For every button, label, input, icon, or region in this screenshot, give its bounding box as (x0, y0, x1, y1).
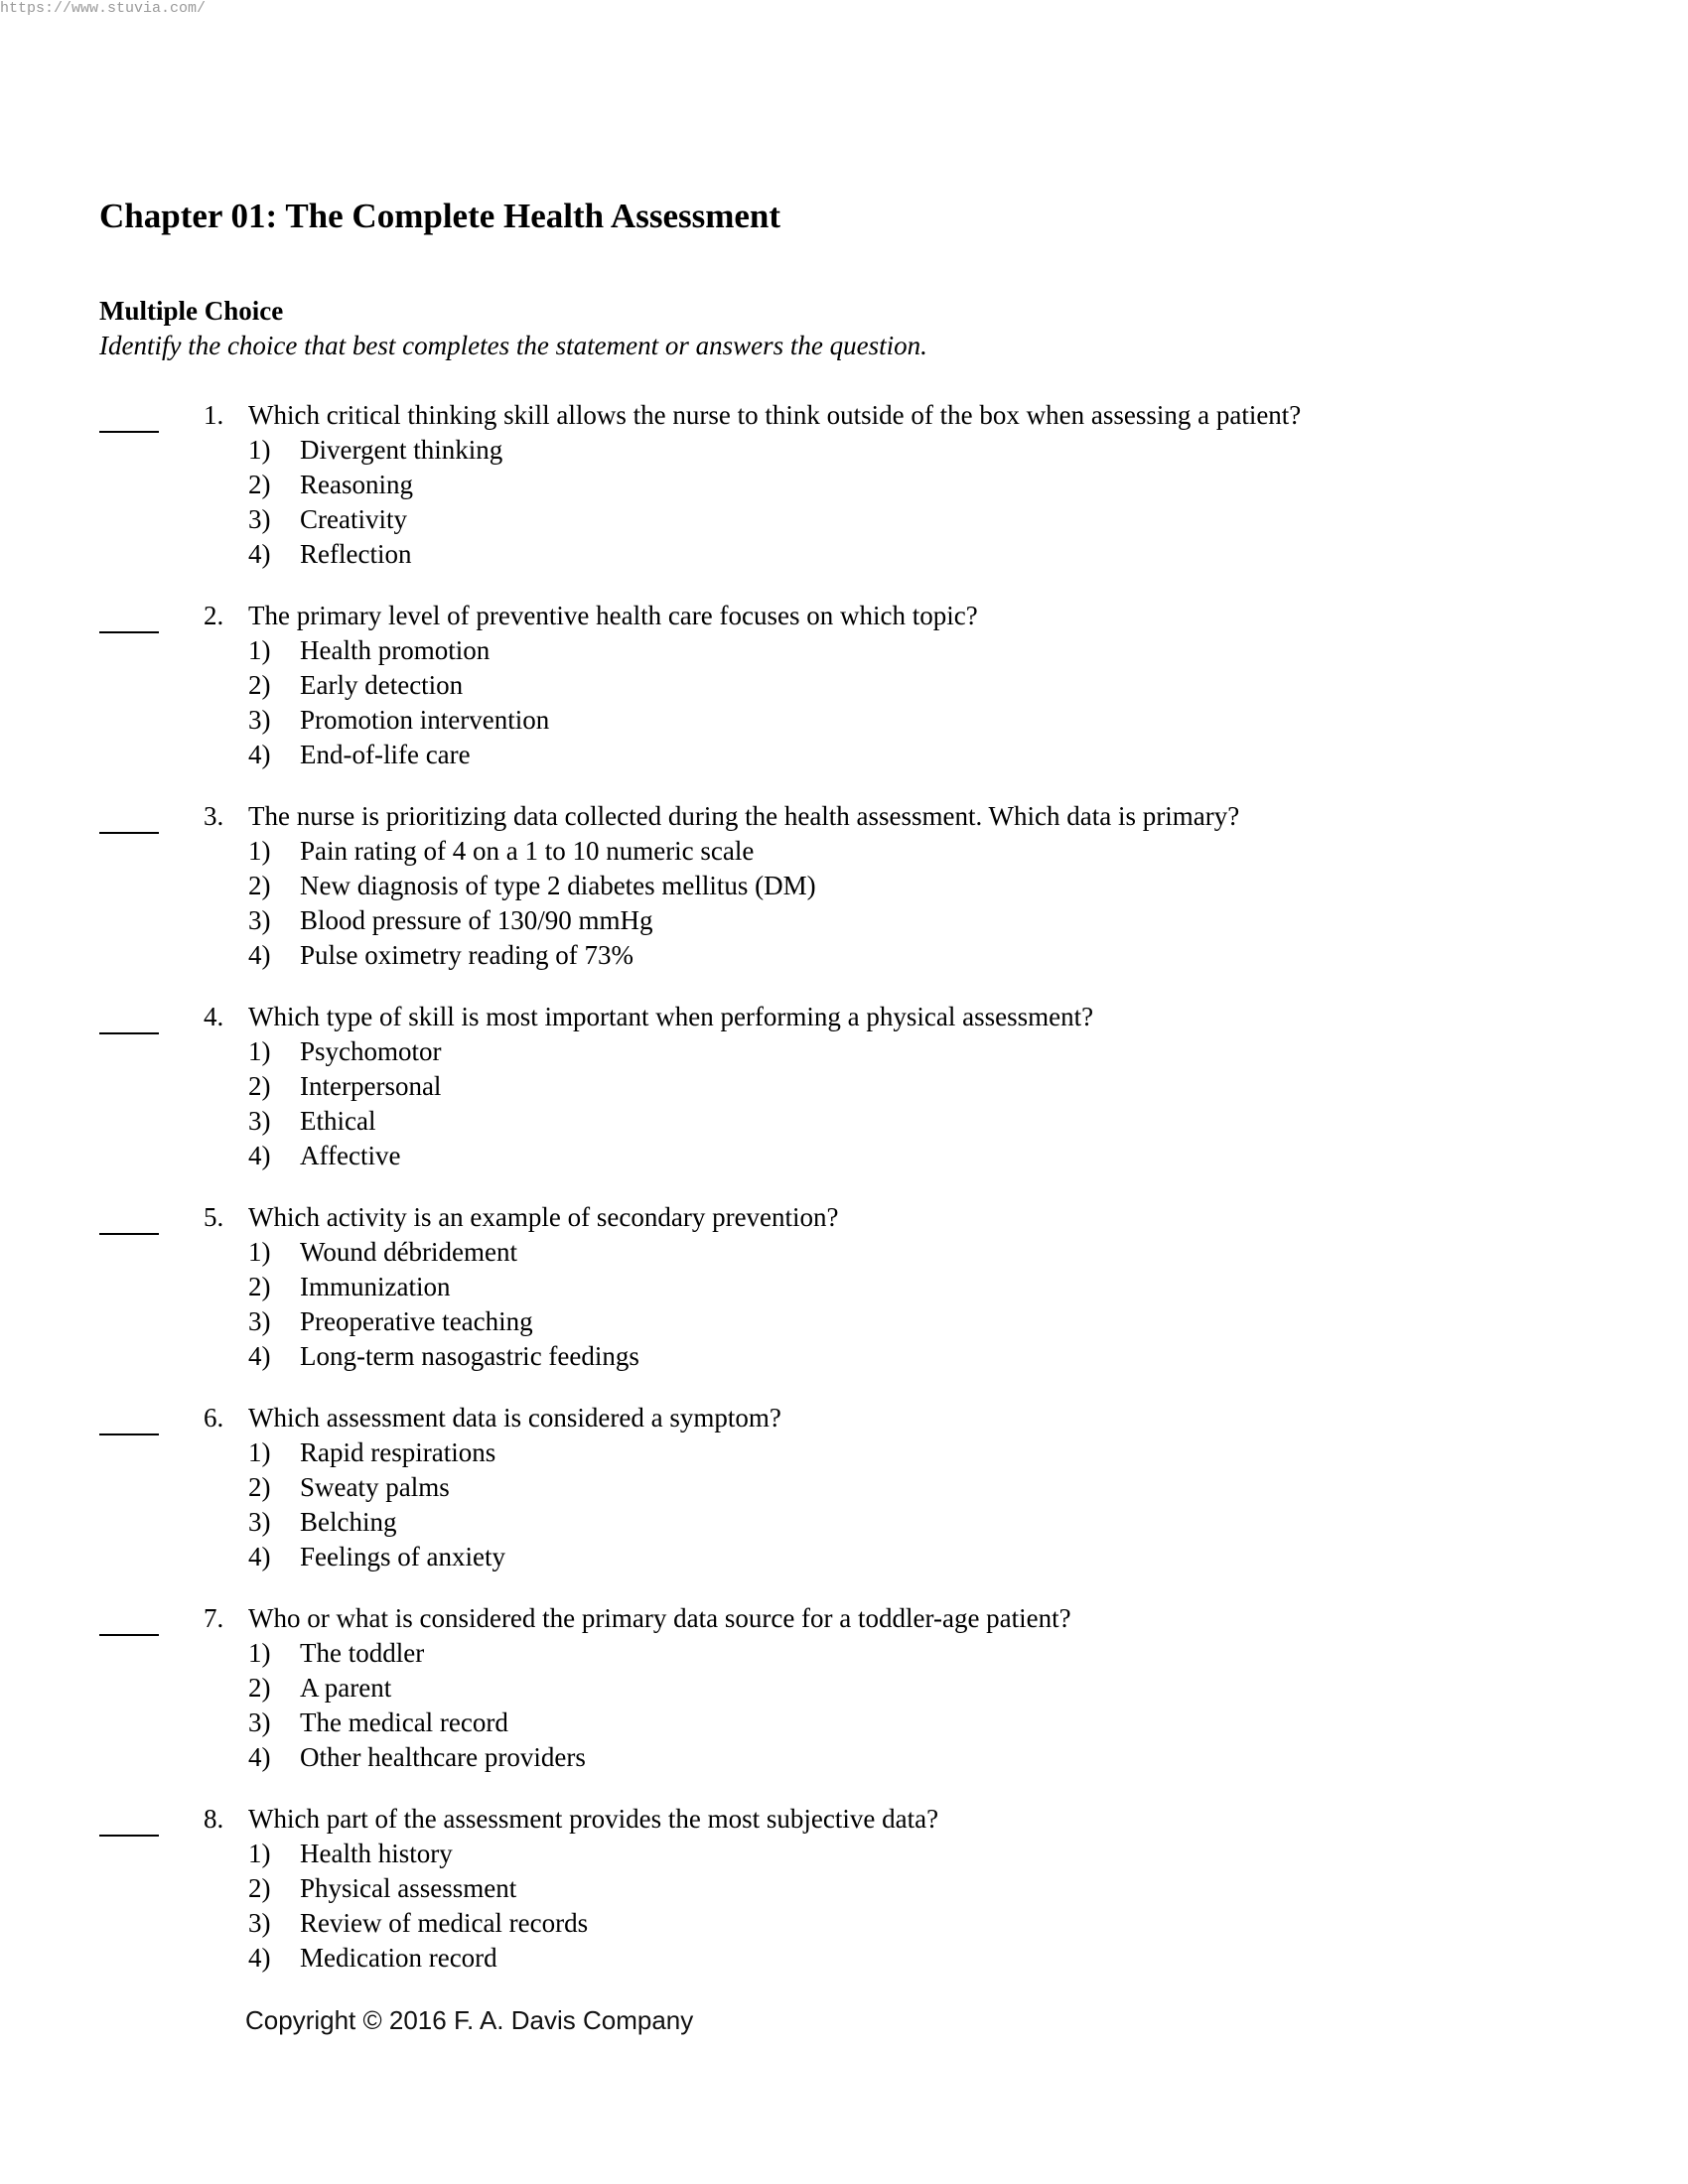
question-text: Who or what is considered the primary data source for a toddler-age patient? (248, 1603, 1071, 1633)
option-number: 4) (248, 1141, 271, 1170)
instructions: Identify the choice that best completes the statement or answers the question. (99, 331, 927, 360)
option-number: 3) (248, 1306, 271, 1336)
source-url: https://www.stuvia.com/ (0, 0, 207, 17)
option-text: Wound débridement (300, 1237, 518, 1267)
question-4 (0, 1000, 1688, 1178)
option-number: 2) (248, 1472, 271, 1502)
option-number: 1) (248, 435, 271, 465)
option-text: End-of-life care (300, 740, 471, 769)
section-title: Multiple Choice (99, 296, 284, 326)
option-number: 4) (248, 1341, 271, 1371)
option-number: 4) (248, 740, 271, 769)
option-number: 4) (248, 539, 271, 569)
copyright-footer: Copyright © 2016 F. A. Davis Company (245, 2005, 694, 2035)
option-number: 2) (248, 1071, 271, 1101)
option-text: Medication record (300, 1943, 497, 1973)
option-number: 2) (248, 1272, 271, 1301)
option-text: Health promotion (300, 635, 491, 665)
option-text: Pulse oximetry reading of 73% (300, 940, 633, 970)
option-text: Physical assessment (300, 1873, 517, 1903)
question-text: The nurse is prioritizing data collected during the health assessment. Which data is primary? (248, 801, 1240, 831)
option-text: Affective (300, 1141, 401, 1170)
option-number: 1) (248, 1036, 271, 1066)
answer-blank[interactable] (99, 832, 159, 834)
question-text: Which part of the assessment provides the most subjective data? (248, 1804, 939, 1834)
question-number: 1. (204, 400, 224, 430)
option-number: 1) (248, 1237, 271, 1267)
option-number: 3) (248, 1707, 271, 1737)
option-text: Promotion intervention (300, 705, 550, 735)
question-number: 2. (204, 601, 224, 630)
option-number: 3) (248, 504, 271, 534)
option-number: 3) (248, 905, 271, 935)
option-text: Blood pressure of 130/90 mmHg (300, 905, 653, 935)
option-number: 2) (248, 1673, 271, 1703)
option-text: Divergent thinking (300, 435, 503, 465)
option-number: 4) (248, 1742, 271, 1772)
option-number: 1) (248, 1839, 271, 1868)
option-number: 2) (248, 1873, 271, 1903)
answer-blank[interactable] (99, 1032, 159, 1034)
option-text: Immunization (300, 1272, 451, 1301)
answer-blank[interactable] (99, 1634, 159, 1636)
option-text: Health history (300, 1839, 453, 1868)
answer-blank[interactable] (99, 1233, 159, 1235)
question-number: 4. (204, 1002, 224, 1031)
answer-blank[interactable] (99, 1835, 159, 1837)
option-text: Interpersonal (300, 1071, 442, 1101)
question-text: Which critical thinking skill allows the nurse to think outside of the box when assessing a patient? (248, 400, 1302, 430)
option-text: Other healthcare providers (300, 1742, 586, 1772)
option-text: Sweaty palms (300, 1472, 450, 1502)
question-text: The primary level of preventive health care focuses on which topic? (248, 601, 978, 630)
option-text: Ethical (300, 1106, 376, 1136)
option-text: Feelings of anxiety (300, 1542, 505, 1571)
option-text: New diagnosis of type 2 diabetes mellitus (DM) (300, 871, 816, 900)
question-number: 3. (204, 801, 224, 831)
option-text: Preoperative teaching (300, 1306, 533, 1336)
option-number: 1) (248, 836, 271, 866)
question-number: 5. (204, 1202, 224, 1232)
option-number: 3) (248, 1507, 271, 1537)
option-text: Pain rating of 4 on a 1 to 10 numeric scale (300, 836, 755, 866)
option-text: Reflection (300, 539, 412, 569)
option-text: Rapid respirations (300, 1437, 496, 1467)
question-8 (0, 1802, 1688, 1980)
question-number: 6. (204, 1403, 224, 1433)
option-text: Belching (300, 1507, 397, 1537)
option-number: 4) (248, 1943, 271, 1973)
chapter-title: Chapter 01: The Complete Health Assessment (99, 197, 781, 235)
option-text: Reasoning (300, 470, 413, 499)
option-text: Psychomotor (300, 1036, 442, 1066)
option-number: 4) (248, 1542, 271, 1571)
option-text: Early detection (300, 670, 464, 700)
question-text: Which assessment data is considered a symptom? (248, 1403, 781, 1433)
question-2 (0, 599, 1688, 777)
option-number: 2) (248, 470, 271, 499)
option-text: The medical record (300, 1707, 508, 1737)
option-text: A parent (300, 1673, 392, 1703)
question-text: Which activity is an example of secondary prevention? (248, 1202, 839, 1232)
option-number: 3) (248, 1106, 271, 1136)
option-number: 3) (248, 1908, 271, 1938)
question-1 (0, 398, 1688, 577)
question-number: 8. (204, 1804, 224, 1834)
option-text: Review of medical records (300, 1908, 589, 1938)
option-number: 2) (248, 871, 271, 900)
option-number: 3) (248, 705, 271, 735)
option-number: 1) (248, 1437, 271, 1467)
option-text: Creativity (300, 504, 407, 534)
question-number: 7. (204, 1603, 224, 1633)
option-number: 1) (248, 1638, 271, 1668)
question-text: Which type of skill is most important when performing a physical assessment? (248, 1002, 1094, 1031)
option-text: The toddler (300, 1638, 425, 1668)
question-7 (0, 1601, 1688, 1780)
option-number: 2) (248, 670, 271, 700)
question-3 (0, 799, 1688, 978)
question-5 (0, 1200, 1688, 1379)
answer-blank[interactable] (99, 431, 159, 433)
question-6 (0, 1401, 1688, 1579)
option-number: 4) (248, 940, 271, 970)
answer-blank[interactable] (99, 631, 159, 633)
option-number: 1) (248, 635, 271, 665)
answer-blank[interactable] (99, 1433, 159, 1435)
option-text: Long-term nasogastric feedings (300, 1341, 639, 1371)
